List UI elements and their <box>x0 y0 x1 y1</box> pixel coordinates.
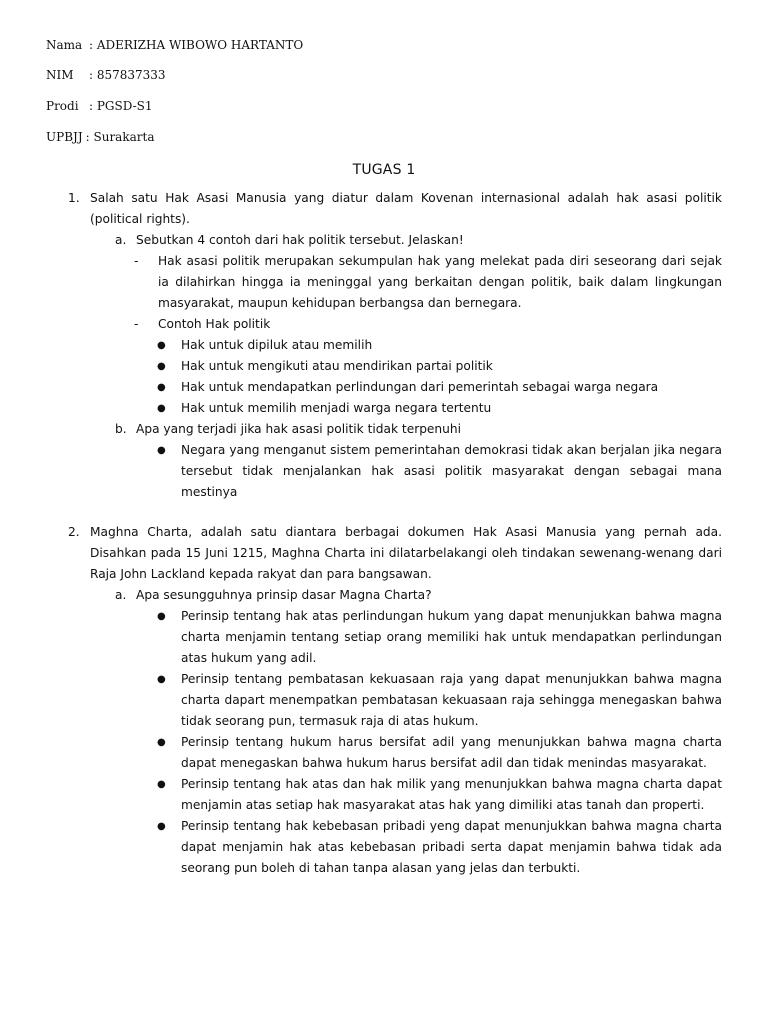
nama-label: Nama <box>46 38 83 52</box>
bullet-icon: ● <box>157 340 166 351</box>
question-2 <box>0 522 768 585</box>
list-item <box>0 816 768 879</box>
question-number: 2. <box>68 525 80 539</box>
question-1a <box>0 230 768 251</box>
nim-value: : 857837333 <box>89 68 166 82</box>
spacer <box>0 503 768 522</box>
list-item <box>0 356 768 377</box>
list-item <box>0 377 768 398</box>
question-number: 1. <box>68 191 80 205</box>
dash-text: Contoh Hak politik <box>158 317 271 331</box>
list-item-text: Negara yang menganut sistem pemerintahan demokrasi tidak akan berjalan jika negara tersebut tidak menjalankan hak asasi politik masyarakat dengan sebagai mana mestinya <box>181 443 722 499</box>
sub-marker: a. <box>115 588 127 602</box>
question-1 <box>0 188 768 230</box>
prodi-label: Prodi <box>46 99 79 113</box>
bullet-icon: ● <box>157 361 166 372</box>
bullet-icon: ● <box>157 821 166 832</box>
list-item-text: Hak untuk mengikuti atau mendirikan partai politik <box>181 359 493 373</box>
list-item-text: Perinsip tentang hukum harus bersifat adil yang menunjukkan bahwa magna charta dapat menegaskan bahwa hukum harus bersifat adil dan tidak menindas masyarakat. <box>181 735 722 770</box>
bullet-icon: ● <box>157 737 166 748</box>
list-item-text: Perinsip tentang pembatasan kekuasaan raja yang dapat menunjukkan bahwa magna charta dapart menempatkan pembatasan kekuasaan raja sehingga menegaskan bahwa tidak seorang pun, termasuk raja di atas hukum. <box>181 672 722 728</box>
list-item <box>0 774 768 816</box>
sub-question-text: Sebutkan 4 contoh dari hak politik tersebut. Jelaskan! <box>136 233 464 247</box>
list-item-text: Hak untuk memilih menjadi warga negara tertentu <box>181 401 492 415</box>
sub-question-text: Apa yang terjadi jika hak asasi politik tidak terpenuhi <box>136 422 461 436</box>
list-item-text: Perinsip tentang hak atas perlindungan hukum yang dapat menunjukkan bahwa magna charta menjamin tentang setiap orang memiliki hak untuk mendapatkan perlindungan atas hukum yang adil. <box>181 609 722 665</box>
header-nama <box>46 37 303 53</box>
question-text: Salah satu Hak Asasi Manusia yang diatur dalam Kovenan internasional adalah hak asasi politik (political rights). <box>90 191 722 226</box>
list-item-text: Hak untuk mendapatkan perlindungan dari pemerintah sebagai warga negara <box>181 380 659 394</box>
list-item <box>0 732 768 774</box>
dash-text: Hak asasi politik merupakan sekumpulan hak yang melekat pada diri seseorang dari sejak ia dilahirkan hingga ia meninggal yang berkaitan dengan politik, baik dalam lingkungan masyarakat, maupun kehidupan berbangsa dan bernegara. <box>158 254 722 310</box>
document-body <box>0 188 768 879</box>
list-item-text: Perinsip tentang hak kebebasan pribadi yeng dapat menunjukkan bahwa magna charta dapat menjamin hak atas kebebasan pribadi serta dapat menjamin bahwa tidak ada seorang pun boleh di tahan tanpa alasan yang jelas dan terbukti. <box>181 819 722 875</box>
list-item-text: Perinsip tentang hak atas dan hak milik yang menunjukkan bahwa magna charta dapat menjamin atas setiap hak masyarakat atas hak yang dimiliki atas tanah dan properti. <box>181 777 722 812</box>
list-item <box>0 335 768 356</box>
page-title: TUGAS 1 <box>352 162 416 178</box>
list-item-text: Hak untuk dipiluk atau memilih <box>181 338 373 352</box>
dash-marker: - <box>134 317 139 331</box>
bullet-icon: ● <box>157 445 166 456</box>
dash-item <box>0 251 768 314</box>
dash-item <box>0 314 768 335</box>
header-prodi <box>46 98 153 114</box>
list-item <box>0 398 768 419</box>
sub-marker: b. <box>115 422 127 436</box>
bullet-icon: ● <box>157 779 166 790</box>
list-item <box>0 440 768 503</box>
bullet-icon: ● <box>157 382 166 393</box>
nim-label: NIM <box>46 68 74 82</box>
upbjj-value: : Surakarta <box>85 130 155 144</box>
header-upbjj <box>46 129 154 145</box>
bullet-icon: ● <box>157 403 166 414</box>
list-item <box>0 606 768 669</box>
question-1b <box>0 419 768 440</box>
dash-marker: - <box>134 254 139 268</box>
bullet-icon: ● <box>157 674 166 685</box>
sub-question-text: Apa sesungguhnya prinsip dasar Magna Charta? <box>136 588 432 602</box>
upbjj-label: UPBJJ <box>46 130 83 144</box>
bullet-icon: ● <box>157 611 166 622</box>
prodi-value: : PGSD-S1 <box>89 99 153 113</box>
nama-value: : ADERIZHA WIBOWO HARTANTO <box>89 38 304 52</box>
sub-marker: a. <box>115 233 127 247</box>
header-nim <box>46 67 166 83</box>
question-2a <box>0 585 768 606</box>
question-text: Maghna Charta, adalah satu diantara berbagai dokumen Hak Asasi Manusia yang pernah ada. Disahkan pada 15 Juni 1215, Maghna Charta ini dilatarbelakangi oleh tindakan sewenang-wenang dari Raja John Lackland kepada rakyat dan para bangsawan. <box>90 525 722 581</box>
list-item <box>0 669 768 732</box>
